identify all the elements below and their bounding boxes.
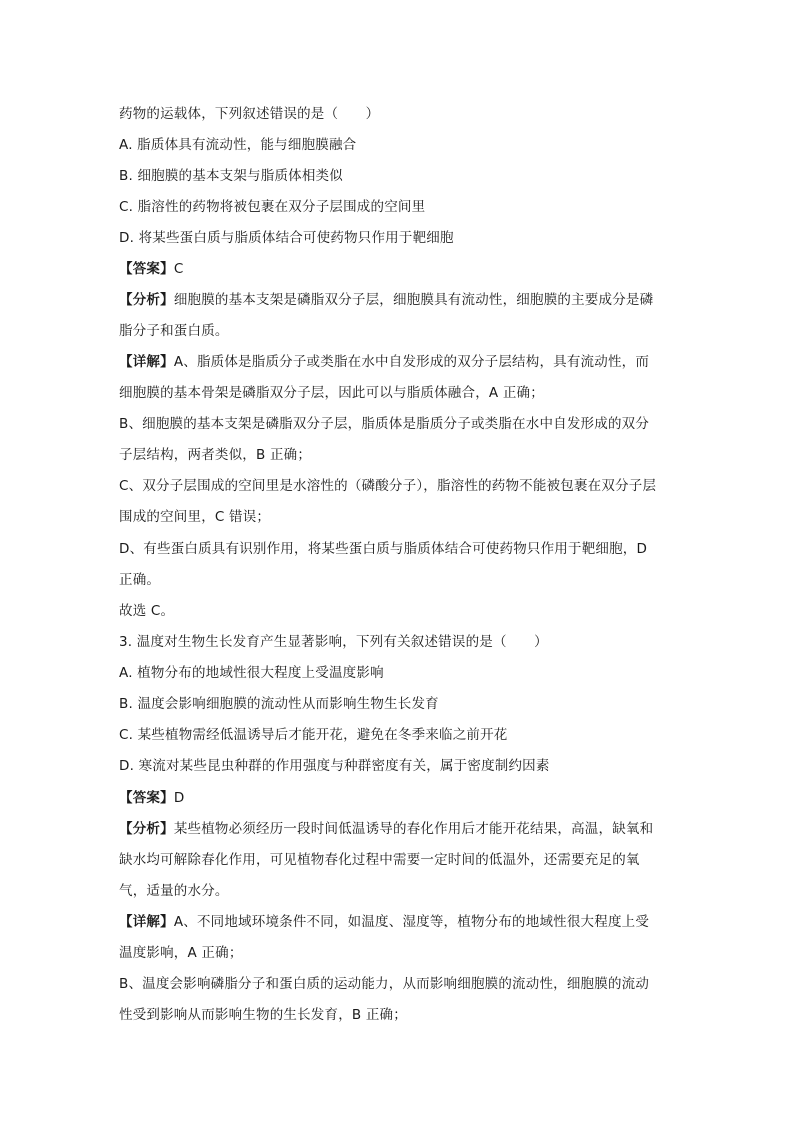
explanation-text-line: C、双分子层围成的空间里是水溶性的（磷酸分子），脂溶性的药物不能被包裹在双分子层 bbox=[119, 478, 657, 494]
answer-value: D bbox=[173, 790, 185, 806]
explanation-line bbox=[119, 353, 649, 371]
explanation-text-line: 性受到影响从而影响生物的生长发育，B 正确； bbox=[119, 1007, 407, 1023]
explanation-tag: 【详解】 bbox=[119, 914, 174, 930]
option-b: B. 温度会影响细胞膜的流动性从而影响生物生长发育 bbox=[119, 696, 439, 712]
explanation-text-line: 温度影响，A 正确； bbox=[119, 945, 243, 961]
option-d: D. 将某些蛋白质与脂质体结合可使药物只作用于靶细胞 bbox=[119, 230, 454, 246]
option-c: C. 脂溶性的药物将被包裹在双分子层围成的空间里 bbox=[119, 199, 426, 215]
analysis-tag: 【分析】 bbox=[119, 292, 174, 308]
explanation-text-line: 围成的空间里，C 错误； bbox=[119, 509, 271, 525]
analysis-continuation: 缺水均可解除春化作用，可见植物春化过程中需要一定时间的低温外，还需要充足的氧 bbox=[119, 852, 640, 868]
option-b: B. 细胞膜的基本支架与脂质体相类似 bbox=[119, 168, 343, 184]
analysis-tag: 【分析】 bbox=[119, 821, 174, 837]
answer-tag: 【答案】 bbox=[119, 790, 174, 806]
analysis-continuation: 脂分子和蛋白质。 bbox=[119, 323, 229, 339]
option-a: A. 植物分布的地域性很大程度上受温度影响 bbox=[119, 665, 384, 681]
option-a: A. 脂质体具有流动性，能与细胞膜融合 bbox=[119, 137, 357, 153]
explanation-text-line: B、温度会影响磷脂分子和蛋白质的运动能力，从而影响细胞膜的流动性，细胞膜的流动 bbox=[119, 976, 650, 992]
explanation-text-line: D、有些蛋白质具有识别作用，将某些蛋白质与脂质体结合可使药物只作用于靶细胞，D bbox=[119, 541, 648, 557]
analysis-text: 某些植物必须经历一段时间低温诱导的春化作用后才能开花结果，高温，缺氧和 bbox=[173, 821, 654, 837]
question-stem-continuation: 药物的运载体，下列叙述错误的是（ ） bbox=[119, 106, 380, 122]
analysis-line bbox=[119, 820, 653, 838]
answer-line bbox=[119, 789, 184, 807]
option-c: C. 某些植物需经低温诱导后才能开花，避免在冬季来临之前开花 bbox=[119, 727, 508, 743]
explanation-text-line: 正确。 bbox=[119, 572, 161, 588]
explanation-text-line: B、细胞膜的基本支架是磷脂双分子层，脂质体是脂质分子或类脂在水中自发形成的双分 bbox=[119, 416, 650, 432]
explanation-tag: 【详解】 bbox=[119, 354, 174, 370]
explanation-text: A、不同地域环境条件不同，如温度、湿度等，植物分布的地域性很大程度上受 bbox=[173, 914, 650, 930]
choice-conclusion: 故选 C。 bbox=[119, 603, 175, 619]
analysis-line bbox=[119, 291, 653, 309]
answer-line bbox=[119, 260, 183, 278]
answer-value: C bbox=[173, 261, 184, 277]
explanation-text-line: 细胞膜的基本骨架是磷脂双分子层，因此可以与脂质体融合，A 正确； bbox=[119, 385, 544, 401]
analysis-text: 细胞膜的基本支架是磷脂双分子层，细胞膜具有流动性，细胞膜的主要成分是磷 bbox=[173, 292, 654, 308]
explanation-line bbox=[119, 913, 649, 931]
analysis-continuation: 气，适量的水分。 bbox=[119, 883, 229, 899]
explanation-text: A、脂质体是脂质分子或类脂在水中自发形成的双分子层结构，具有流动性，而 bbox=[173, 354, 650, 370]
question-3-stem: 3. 温度对生物生长发育产生显著影响，下列有关叙述错误的是（ ） bbox=[119, 634, 548, 650]
answer-tag: 【答案】 bbox=[119, 261, 174, 277]
explanation-text-line: 子层结构，两者类似，B 正确； bbox=[119, 447, 312, 463]
option-d: D. 寒流对某些昆虫种群的作用强度与种群密度有关，属于密度制约因素 bbox=[119, 758, 550, 774]
